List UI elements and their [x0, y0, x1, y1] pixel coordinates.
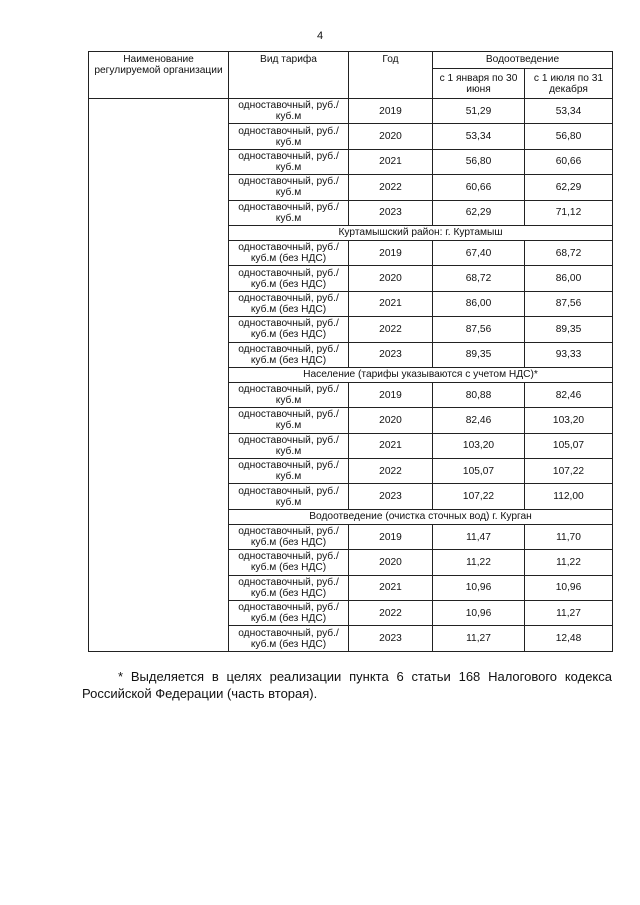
- year-cell: 2019: [349, 240, 433, 265]
- period-1-cell: 68,72: [433, 266, 525, 291]
- period-2-cell: 112,00: [525, 484, 613, 509]
- period-1-cell: 105,07: [433, 459, 525, 484]
- year-cell: 2022: [349, 601, 433, 626]
- period-1-cell: 80,88: [433, 382, 525, 407]
- tariff-type-cell: одноставочный, руб./куб.м (без НДС): [229, 266, 349, 291]
- period-1-cell: 53,34: [433, 124, 525, 149]
- tariff-type-cell: одноставочный, руб./куб.м (без НДС): [229, 291, 349, 316]
- year-cell: 2021: [349, 291, 433, 316]
- period-1-cell: 10,96: [433, 601, 525, 626]
- period-2-cell: 103,20: [525, 408, 613, 433]
- tariff-type-cell: одноставочный, руб./куб.м: [229, 99, 349, 124]
- period-1-cell: 87,56: [433, 317, 525, 342]
- period-2-cell: 11,27: [525, 601, 613, 626]
- header-tariff-type: Вид тарифа: [229, 52, 349, 99]
- year-cell: 2022: [349, 459, 433, 484]
- tariff-type-cell: одноставочный, руб./куб.м: [229, 433, 349, 458]
- tariff-type-cell: одноставочный, руб./куб.м: [229, 124, 349, 149]
- header-period-1: с 1 января по 30 июня: [433, 69, 525, 99]
- period-2-cell: 107,22: [525, 459, 613, 484]
- year-cell: 2020: [349, 124, 433, 149]
- tariff-type-cell: одноставочный, руб./куб.м (без НДС): [229, 575, 349, 600]
- period-1-cell: 51,29: [433, 99, 525, 124]
- period-2-cell: 12,48: [525, 626, 613, 651]
- period-2-cell: 60,66: [525, 149, 613, 174]
- year-cell: 2023: [349, 626, 433, 651]
- period-2-cell: 86,00: [525, 266, 613, 291]
- period-1-cell: 89,35: [433, 342, 525, 367]
- tariff-type-cell: одноставочный, руб./куб.м (без НДС): [229, 550, 349, 575]
- footnote: * Выделяется в целях реализации пункта 6 статьи 168 Налогового кодекса Российской Федерации (часть вторая).: [82, 669, 612, 701]
- tariff-type-cell: одноставочный, руб./куб.м (без НДС): [229, 240, 349, 265]
- period-1-cell: 107,22: [433, 484, 525, 509]
- tariff-type-cell: одноставочный, руб./куб.м: [229, 484, 349, 509]
- tariff-type-cell: одноставочный, руб./куб.м (без НДС): [229, 317, 349, 342]
- tariff-type-cell: одноставочный, руб./куб.м: [229, 408, 349, 433]
- period-2-cell: 56,80: [525, 124, 613, 149]
- period-2-cell: 82,46: [525, 382, 613, 407]
- year-cell: 2020: [349, 408, 433, 433]
- year-cell: 2022: [349, 175, 433, 200]
- table-row: [89, 99, 613, 124]
- year-cell: 2023: [349, 484, 433, 509]
- year-cell: 2022: [349, 317, 433, 342]
- tariff-type-cell: одноставочный, руб./куб.м: [229, 149, 349, 174]
- year-cell: 2020: [349, 550, 433, 575]
- year-cell: 2023: [349, 342, 433, 367]
- tariff-type-cell: одноставочный, руб./куб.м: [229, 382, 349, 407]
- year-cell: 2021: [349, 149, 433, 174]
- period-1-cell: 60,66: [433, 175, 525, 200]
- period-1-cell: 86,00: [433, 291, 525, 316]
- period-2-cell: 11,22: [525, 550, 613, 575]
- period-2-cell: 71,12: [525, 200, 613, 225]
- tariff-type-cell: одноставочный, руб./куб.м: [229, 200, 349, 225]
- period-1-cell: 62,29: [433, 200, 525, 225]
- organization-cell: [89, 99, 229, 652]
- year-cell: 2021: [349, 433, 433, 458]
- tariff-type-cell: одноставочный, руб./куб.м (без НДС): [229, 601, 349, 626]
- period-1-cell: 56,80: [433, 149, 525, 174]
- period-1-cell: 103,20: [433, 433, 525, 458]
- header-service: Водоотведение: [433, 52, 613, 69]
- year-cell: 2019: [349, 99, 433, 124]
- period-1-cell: 67,40: [433, 240, 525, 265]
- tariff-type-cell: одноставочный, руб./куб.м (без НДС): [229, 342, 349, 367]
- period-2-cell: 62,29: [525, 175, 613, 200]
- period-2-cell: 68,72: [525, 240, 613, 265]
- period-1-cell: 82,46: [433, 408, 525, 433]
- period-2-cell: 10,96: [525, 575, 613, 600]
- header-year: Год: [349, 52, 433, 99]
- year-cell: 2020: [349, 266, 433, 291]
- year-cell: 2021: [349, 575, 433, 600]
- year-cell: 2023: [349, 200, 433, 225]
- section-title: Куртамышский район: г. Куртамыш: [229, 225, 613, 240]
- period-1-cell: 11,22: [433, 550, 525, 575]
- header-period-2: с 1 июля по 31 декабря: [525, 69, 613, 99]
- period-1-cell: 10,96: [433, 575, 525, 600]
- period-2-cell: 93,33: [525, 342, 613, 367]
- tariff-table: [88, 51, 613, 652]
- section-title: Водоотведение (очистка сточных вод) г. Курган: [229, 509, 613, 524]
- period-2-cell: 11,70: [525, 524, 613, 549]
- tariff-type-cell: одноставочный, руб./куб.м: [229, 459, 349, 484]
- period-2-cell: 53,34: [525, 99, 613, 124]
- tariff-type-cell: одноставочный, руб./куб.м (без НДС): [229, 626, 349, 651]
- header-organization: Наименование регулируемой организации: [89, 52, 229, 99]
- period-2-cell: 105,07: [525, 433, 613, 458]
- page-number: 4: [316, 30, 324, 42]
- period-2-cell: 87,56: [525, 291, 613, 316]
- year-cell: 2019: [349, 524, 433, 549]
- period-1-cell: 11,27: [433, 626, 525, 651]
- section-title: Население (тарифы указываются с учетом НДС)*: [229, 367, 613, 382]
- year-cell: 2019: [349, 382, 433, 407]
- period-1-cell: 11,47: [433, 524, 525, 549]
- tariff-type-cell: одноставочный, руб./куб.м (без НДС): [229, 524, 349, 549]
- table-body: [89, 99, 613, 652]
- tariff-type-cell: одноставочный, руб./куб.м: [229, 175, 349, 200]
- period-2-cell: 89,35: [525, 317, 613, 342]
